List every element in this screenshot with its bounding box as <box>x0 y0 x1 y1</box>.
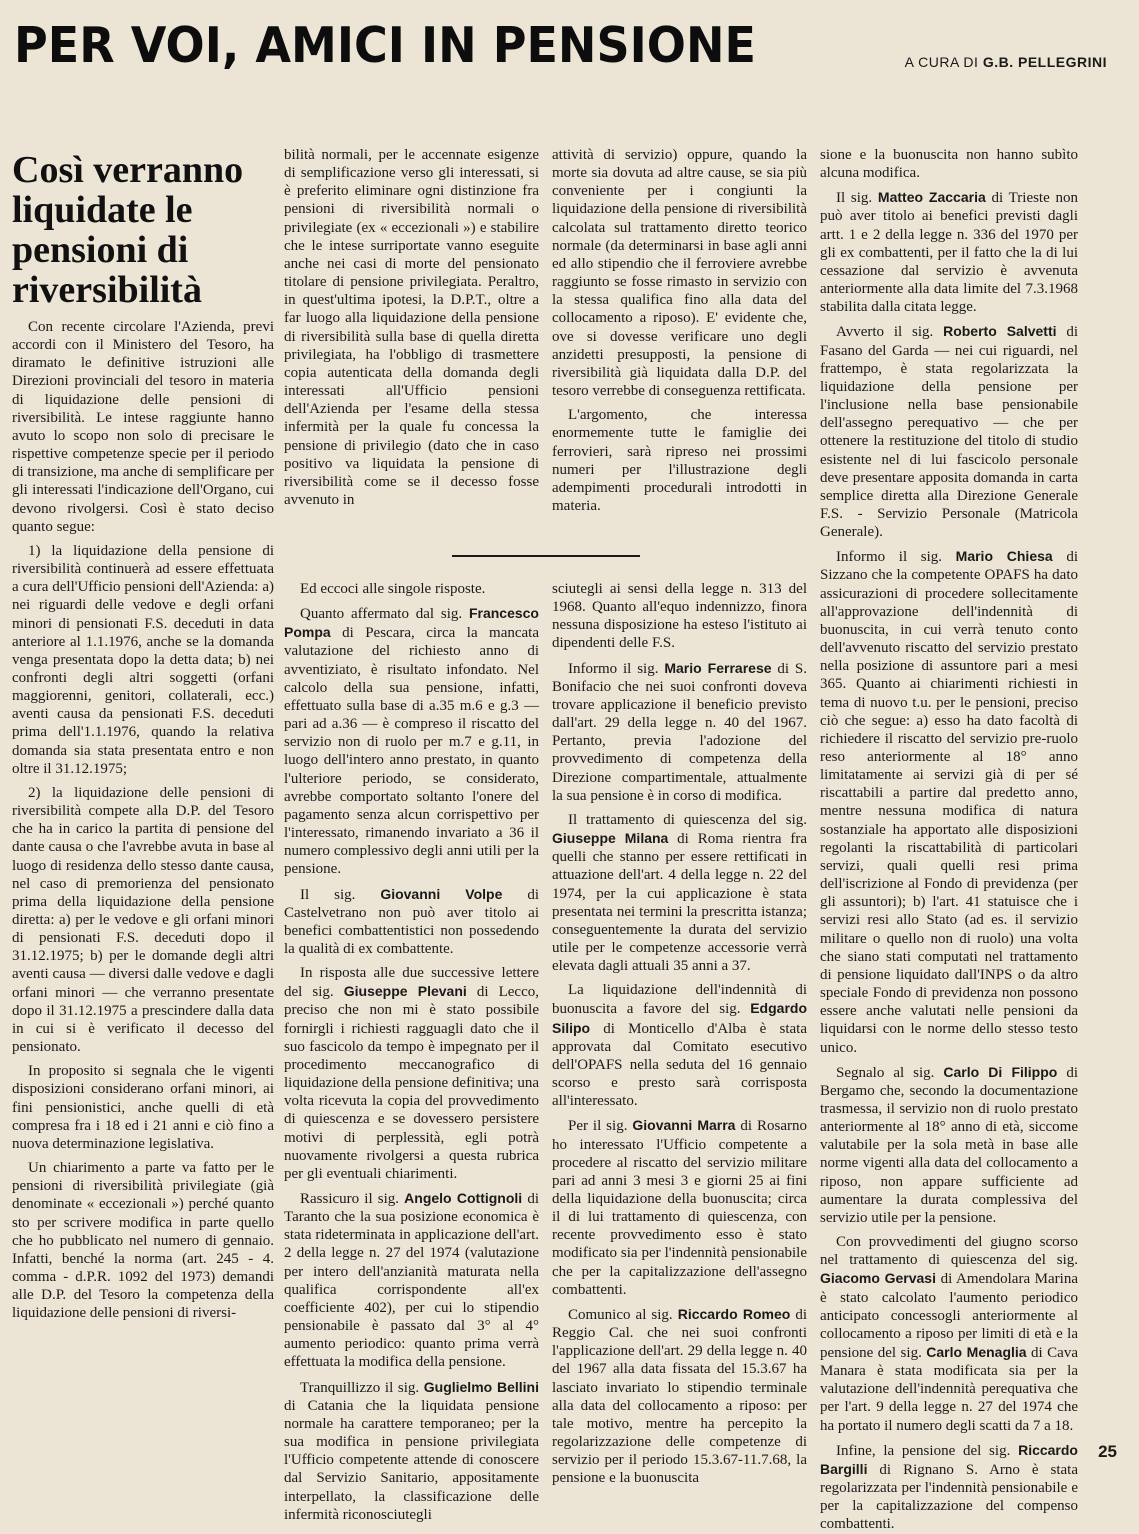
person-name: Angelo Cottignoli <box>404 1190 523 1206</box>
section-divider <box>452 555 640 557</box>
person-name: Giovanni Marra <box>632 1117 736 1134</box>
answer-paragraph: La liquidazione dell'indennità di buonuscita a favore del sig. Edgardo Silipo di Monticello d'Alba è stata approvata dal Comitato esecutivo dell'OPAFS nella seduta del 16 gennaio scorso e presto sarà corrisposta all'interessato. <box>552 982 807 1110</box>
person-name: Giuseppe Milana <box>552 830 669 847</box>
answer-paragraph: Segnalo al sig. Carlo Di Filippo di Bergamo che, secondo la documentazione trasmessa, il servizio non di ruolo prestato anteriormente al 18° anno di età, siccome valutabile per la sola metà in base alle norme vigenti alla data del collocamento a riposo, non appare sufficiente ad aumentare la durata complessiva del servizio utile per la pensione. <box>820 1063 1078 1226</box>
article-column-3 <box>552 146 807 552</box>
answer-paragraph: Quanto affermato dal sig. Francesco Pompa di Pescara, circa la mancata valutazione del richiesto anno di avventiziato, è risultato infondato. Nel calcolo della sua pensione, infatti, effettuato sulla base di a.35 m.6 e g.3 — pari ad a.36 — è compreso il riscatto del servizio non di ruolo per m.7 e g.11, in luogo dell'intero anno prestato, in quanto l'ulteriore periodo, se considerato, avrebbe comportato soltanto l'onere del pagamento senza alcun corrispettivo per l'interessato, rimanendo invariato a 36 il numero complessivo degli anni utili per la pensione. <box>284 605 539 878</box>
answers-column-3 <box>820 146 1079 1533</box>
byline <box>905 54 1107 70</box>
answer-paragraph: Il trattamento di quiescenza del sig. Giuseppe Milana di Roma rientra fra quelli che stanno per essere rettificati in attuazione dell'art. 4 della legge n. 22 del 1974, per la cui applicazione è stata presentata nei termini la prescritta istanza; conseguentemente la durata del servizio utile per le competenze accessorie verrà elevata dagli attuali 35 anni a 37. <box>552 811 807 975</box>
answer-paragraph: Il sig. Giovanni Volpe di Castelvetrano non può aver titolo ai benefici combattentistici non possedendo la qualità di ex combattente. <box>284 885 539 957</box>
answers-column-1 <box>284 580 539 1523</box>
answer-paragraph: Informo il sig. Mario Chiesa di Sizzano che la competente OPAFS ha dato assicurazioni di procedere sollecitamente all'approvazione dell'indennità di buonuscita, in cui verrà tenuto conto dell'avvenuto riscatto del servizio prestato nella posizione di assuntore pari a mesi 365. Quanto ai chiarimenti richiesti in tema di nuovo t.u. per le pensioni, preciso ciò che segue: a) esso ha dato facoltà di richiedere il riscatto del servizio pre-ruolo reso anteriormente al 18° anno limitatamente ai servizi già di per sé riscattabili a partire dal predetto anno, mentre nessuna modifica di natura sostanziale ha apportato alle disposizioni regolanti la riscattabilità di particolari servizi, quali quelli resi prima dell'iscrizione al Fondo di previdenza (per gli assuntori); b) l'art. 41 statuisce che i servizi resi allo Stato (ad es. il servizio militare o quello non di ruolo) una volta che siano stati computati nel trattamento di pensione liquidato dall'INPS o da altro speciale Fondo di previdenza non possono essere anche valutati nelle pensioni da liquidarsi con le norme dello stesso testo unico. <box>820 548 1078 1056</box>
paragraph: 2) la liquidazione delle pensioni di riversibilità compete alla D.P. del Tesoro che ha in carico la partita di pensione del dante causa o che l'avrebbe avuta in base al luogo di residenza dello stesso dante causa, nel caso di premorienza del pensionato prima della liquidazione della pensione diretta: a) per le vedove e gli orfani minori di pensionati F.S. deceduti dopo il 31.12.1975; b) per le domande degli altri aventi causa — diversi dalle vedove e dagli orfani minori — che verranno presentate dopo il 31.12.1975 a prescindere dalla data in cui si è verificato il decesso del pensionato. <box>12 784 274 1056</box>
answer-paragraph: sione e la buonuscita non hanno subìto alcuna modifica. <box>820 147 1078 182</box>
person-name: Carlo Menaglia <box>926 1344 1027 1360</box>
person-name: Matteo Zaccaria <box>877 189 986 206</box>
person-name: Riccardo Bargilli <box>820 1441 1078 1477</box>
paragraph: Con recente circolare l'Azienda, previ accordi con il Ministero del Tesoro, ha diramato le definitive istruzioni alle Direzioni provinciali del tesoro in materia di liquidazione delle pensioni di riversibilità. Le intese raggiunte hanno avuto lo scopo non solo di precisare le rispettive competenze specie per il periodo di transizione, ma anche di semplificare per gli interessati l'indicazione dell'Organo, cui devono rivolgersi. Così è stato deciso quanto segue: <box>12 319 274 535</box>
paragraph: attività di servizio) oppure, quando la morte sia dovuta ad altre cause, se sia più conveniente per i congiunti la liquidazione della pensione di riversibilità calcolata sul trattamento diretto teorico normale (da determinarsi in base agli anni ed allo stipendio che il ferroviere avrebbe raggiunto se fosse rimasto in servizio con la stessa qualifica fino alla data del collocamento a riposo). E' evidente che, ove si dovesse verificare uno degli anzidetti presupposti, la pensione di riversibilità già liquidata dalla D.P. del tesoro verrebbe di conseguenza rettificata. <box>552 147 807 400</box>
answer-paragraph: Tranquillizzo il sig. Guglielmo Bellini di Catania che la liquidata pensione normale ha carattere temporaneo; per la sua modifica in pensione privilegiata l'Ufficio competente attende di conoscere dal Servizio Sanitario, appositamente interpellato, la classificazione delle infermità riconosciutegli <box>284 1378 539 1523</box>
answer-paragraph: In risposta alle due successive lettere del sig. Giuseppe Plevani di Lecco, preciso che non mi è stato possibile fornirgli i richiesti ragguagli dato che il suo fascicolo da tempo è impegnato per il procedimento meccanografico di liquidazione della pensione definitiva; una volta ricevuta la copia del provvedimento di quiescenza e se dovessero persistere motivi di perplessità, egli potrà nuovamente rivolgersi a questa rubrica per gli eventuali chiarimenti. <box>284 965 539 1182</box>
person-name: Mario Ferrarese <box>664 659 772 676</box>
person-name: Giuseppe Plevani <box>343 983 467 1000</box>
answer-paragraph: Rassicuro il sig. Angelo Cottignoli di Taranto che la sua posizione economica è stata rideterminata in applicazione dell'art. 2 della legge n. 27 del 1974 (valutazione per intero dell'anzianità maturata nella qualifica corrispondente all'ex coefficiente 402), per cui lo stipendio pensionabile è passato dal 3° al 4° aumento periodico: quanto prima verrà effettuata la modifica della pensione. <box>284 1190 539 1371</box>
person-name: Edgardo Silipo <box>552 1000 807 1036</box>
article-column-2 <box>284 146 539 552</box>
paragraph: L'argomento, che interessa enormemente tutte le famiglie dei ferrovieri, sarà ripreso nei prossimi numeri per l'illustrazione degli adempimenti procedurali introdotti in materia. <box>552 407 807 514</box>
article-column-1 <box>12 318 274 1483</box>
paragraph: Un chiarimento a parte va fatto per le pensioni di riversibilità privilegiate (già denominate « eccezionali ») perché quanto sto per scrivere modifica in parte quello che ho pubblicato nel numero di gennaio. Infatti, benché la norma (art. 245 - 4. comma - d.P.R. 1092 del 1973) demandi alle D.P. del Tesoro la competenza della liquidazione delle pensioni di riversi- <box>12 1160 274 1322</box>
paragraph: bilità normali, per le accennate esigenze di semplificazione verso gli interessati, si è preferito eliminare ogni distinzione fra pensioni di riversibilità normali o privilegiate (ex « eccezionali ») e stabilire che le intese surriportate vanno eseguite anche nei casi di morte del pensionato titolare di pensione privilegiata. Peraltro, in quest'ultima ipotesi, la D.P.T., oltre a far luogo alla liquidazione della pensione di riversibilità sulla base di quella diretta privilegiata, ha l'obbligo di trasmettere copia autenticata della domanda degli interessati all'Ufficio pensioni dell'Azienda per l'esame della stessa infermità per la quale fu concessa la pensione di privilegio (dato che in caso positivo va liquidata la pensione di riversibilità come se il decesso fosse avvenuto in <box>284 147 539 508</box>
answer-paragraph: Infine, la pensione del sig. Riccardo Bargilli di Rignano S. Arno è stata regolarizzata per l'indennità pensionabile e per la capitalizzazione del compenso combattenti. <box>820 1441 1078 1533</box>
person-name: Giacomo Gervasi <box>820 1270 936 1287</box>
answers-column-2 <box>552 580 807 1485</box>
person-name: Francesco Pompa <box>284 605 539 641</box>
page-number: 25 <box>1098 1442 1117 1461</box>
answer-paragraph: Ed eccoci alle singole risposte. <box>300 581 486 597</box>
section-title: PER VOI, AMICI IN PENSIONE <box>14 17 756 74</box>
person-name: Carlo Di Filippo <box>943 1063 1058 1080</box>
answer-paragraph: Avverto il sig. Roberto Salvetti di Fasano del Garda — nei cui riguardi, nel frattempo, è stata regolarizzata la liquidazione della pensione per l'inclusione nella base pensionabile dell'assegno perequativo — che per ottenere la restituzione del titolo di studio esistente nel di lui fascicolo personale deve presentare apposita domanda in carta semplice diretta alla Direzione Generale F.S. - Servizio Personale (Matricola Generale). <box>820 323 1078 541</box>
answer-paragraph: Comunico al sig. Riccardo Romeo di Reggio Cal. che nei suoi confronti l'applicazione dell'art. 29 della legge n. 40 del 1967 alla data fissata del 15.3.67 ha lasciato invariato lo stipendio terminale alla data del collocamento a riposo: per tale motivo, mentre ha percepito la regolarizzazione delle competenze di servizio per il periodo 15.3.67-11.7.68, la pensione e la buonuscita <box>552 1305 808 1487</box>
person-name: Mario Chiesa <box>955 548 1053 565</box>
answer-paragraph: sciutegli ai sensi della legge n. 313 del 1968. Quanto all'equo indennizzo, finora nessuna disposizione ha esteso l'istituto ai dipendenti delle F.S. <box>552 581 807 652</box>
article-title: Così verranno liquidate le pensioni di riversibilità <box>12 149 244 311</box>
answer-paragraph: Informo il sig. Mario Ferrarese di S. Bonifacio che nei suoi confronti doveva trovare applicazione il beneficio previsto dall'art. 29 della legge n. 40 del 1967. Pertanto, previa l'adozione del provvedimento di competenza della Direzione compartimentale, attualmente la sua pensione è in corso di modifica. <box>552 659 807 804</box>
answer-paragraph: Il sig. Matteo Zaccaria di Trieste non può aver titolo ai benefici previsti dagli artt. 1 e 2 della legge n. 336 del 1970 per gli ex combattenti, per il fatto che la di lui cessazione dal servizio è avvenuta anteriormente alla data limite del 7.3.1968 stabilita dalla citata legge. <box>820 189 1079 316</box>
person-name: Giovanni Volpe <box>380 885 503 902</box>
person-name: Riccardo Romeo <box>677 1305 791 1322</box>
person-name: Roberto Salvetti <box>943 323 1057 340</box>
byline-author: G.B. PELLEGRINI <box>982 54 1107 70</box>
person-name: Guglielmo Bellini <box>423 1378 539 1395</box>
answer-paragraph: Per il sig. Giovanni Marra di Rosarno ho interessato l'Ufficio competente a procedere al riscatto del servizio militare pari ad anni 3 mesi 3 e giorni 25 ai fini della liquidazione della buonuscita; circa il di lui trattamento di quiescenza, con recente provvedimento esso è stato modificato sia per l'indennità pensionabile che per la capitalizzazione dell'assegno combattenti. <box>552 1117 808 1298</box>
paragraph: In proposito si segnala che le vigenti disposizioni considerano orfani minori, ai fini pensionistici, anche quelli di età compresa fra i 18 ed i 21 anni e ciò fino a nuova determinazione legislativa. <box>12 1063 274 1152</box>
answer-paragraph: Con provvedimenti del giugno scorso nel trattamento di quiescenza del sig. Giacomo Gervasi di Amendolara Marina è stato calcolato l'aumento periodico anticipato concessogli anteriormente al collocamento a riposo per limiti di età e la pensione del sig. Carlo Menaglia di Cava Manara è stata modificata sia per la valutazione dell'indennità perequativa che per l'art. 9 della legge n. 27 del 1974 che ha portato il numero degli scatti da 7 a 18. <box>820 1234 1079 1434</box>
paragraph: 1) la liquidazione della pensione di riversibilità continuerà ad essere effettuata a cura dell'Ufficio pensioni dell'Azienda: a) nei riguardi delle vedove e degli orfani minori di pensionati F.S. deceduti in data anteriore al 1.1.1976, anche se la domanda venga presentata dopo la detta data; b) nei confronti degli altri soggetti (orfani maggiorenni, genitori, collaterali, ecc.) aventi causa da pensionati F.S. deceduti prima dell'1.1.1976, quando la relativa domanda sia stata presentata entro e non oltre il 31.12.1975; <box>12 542 274 777</box>
byline-prefix: A CURA DI <box>904 54 979 70</box>
